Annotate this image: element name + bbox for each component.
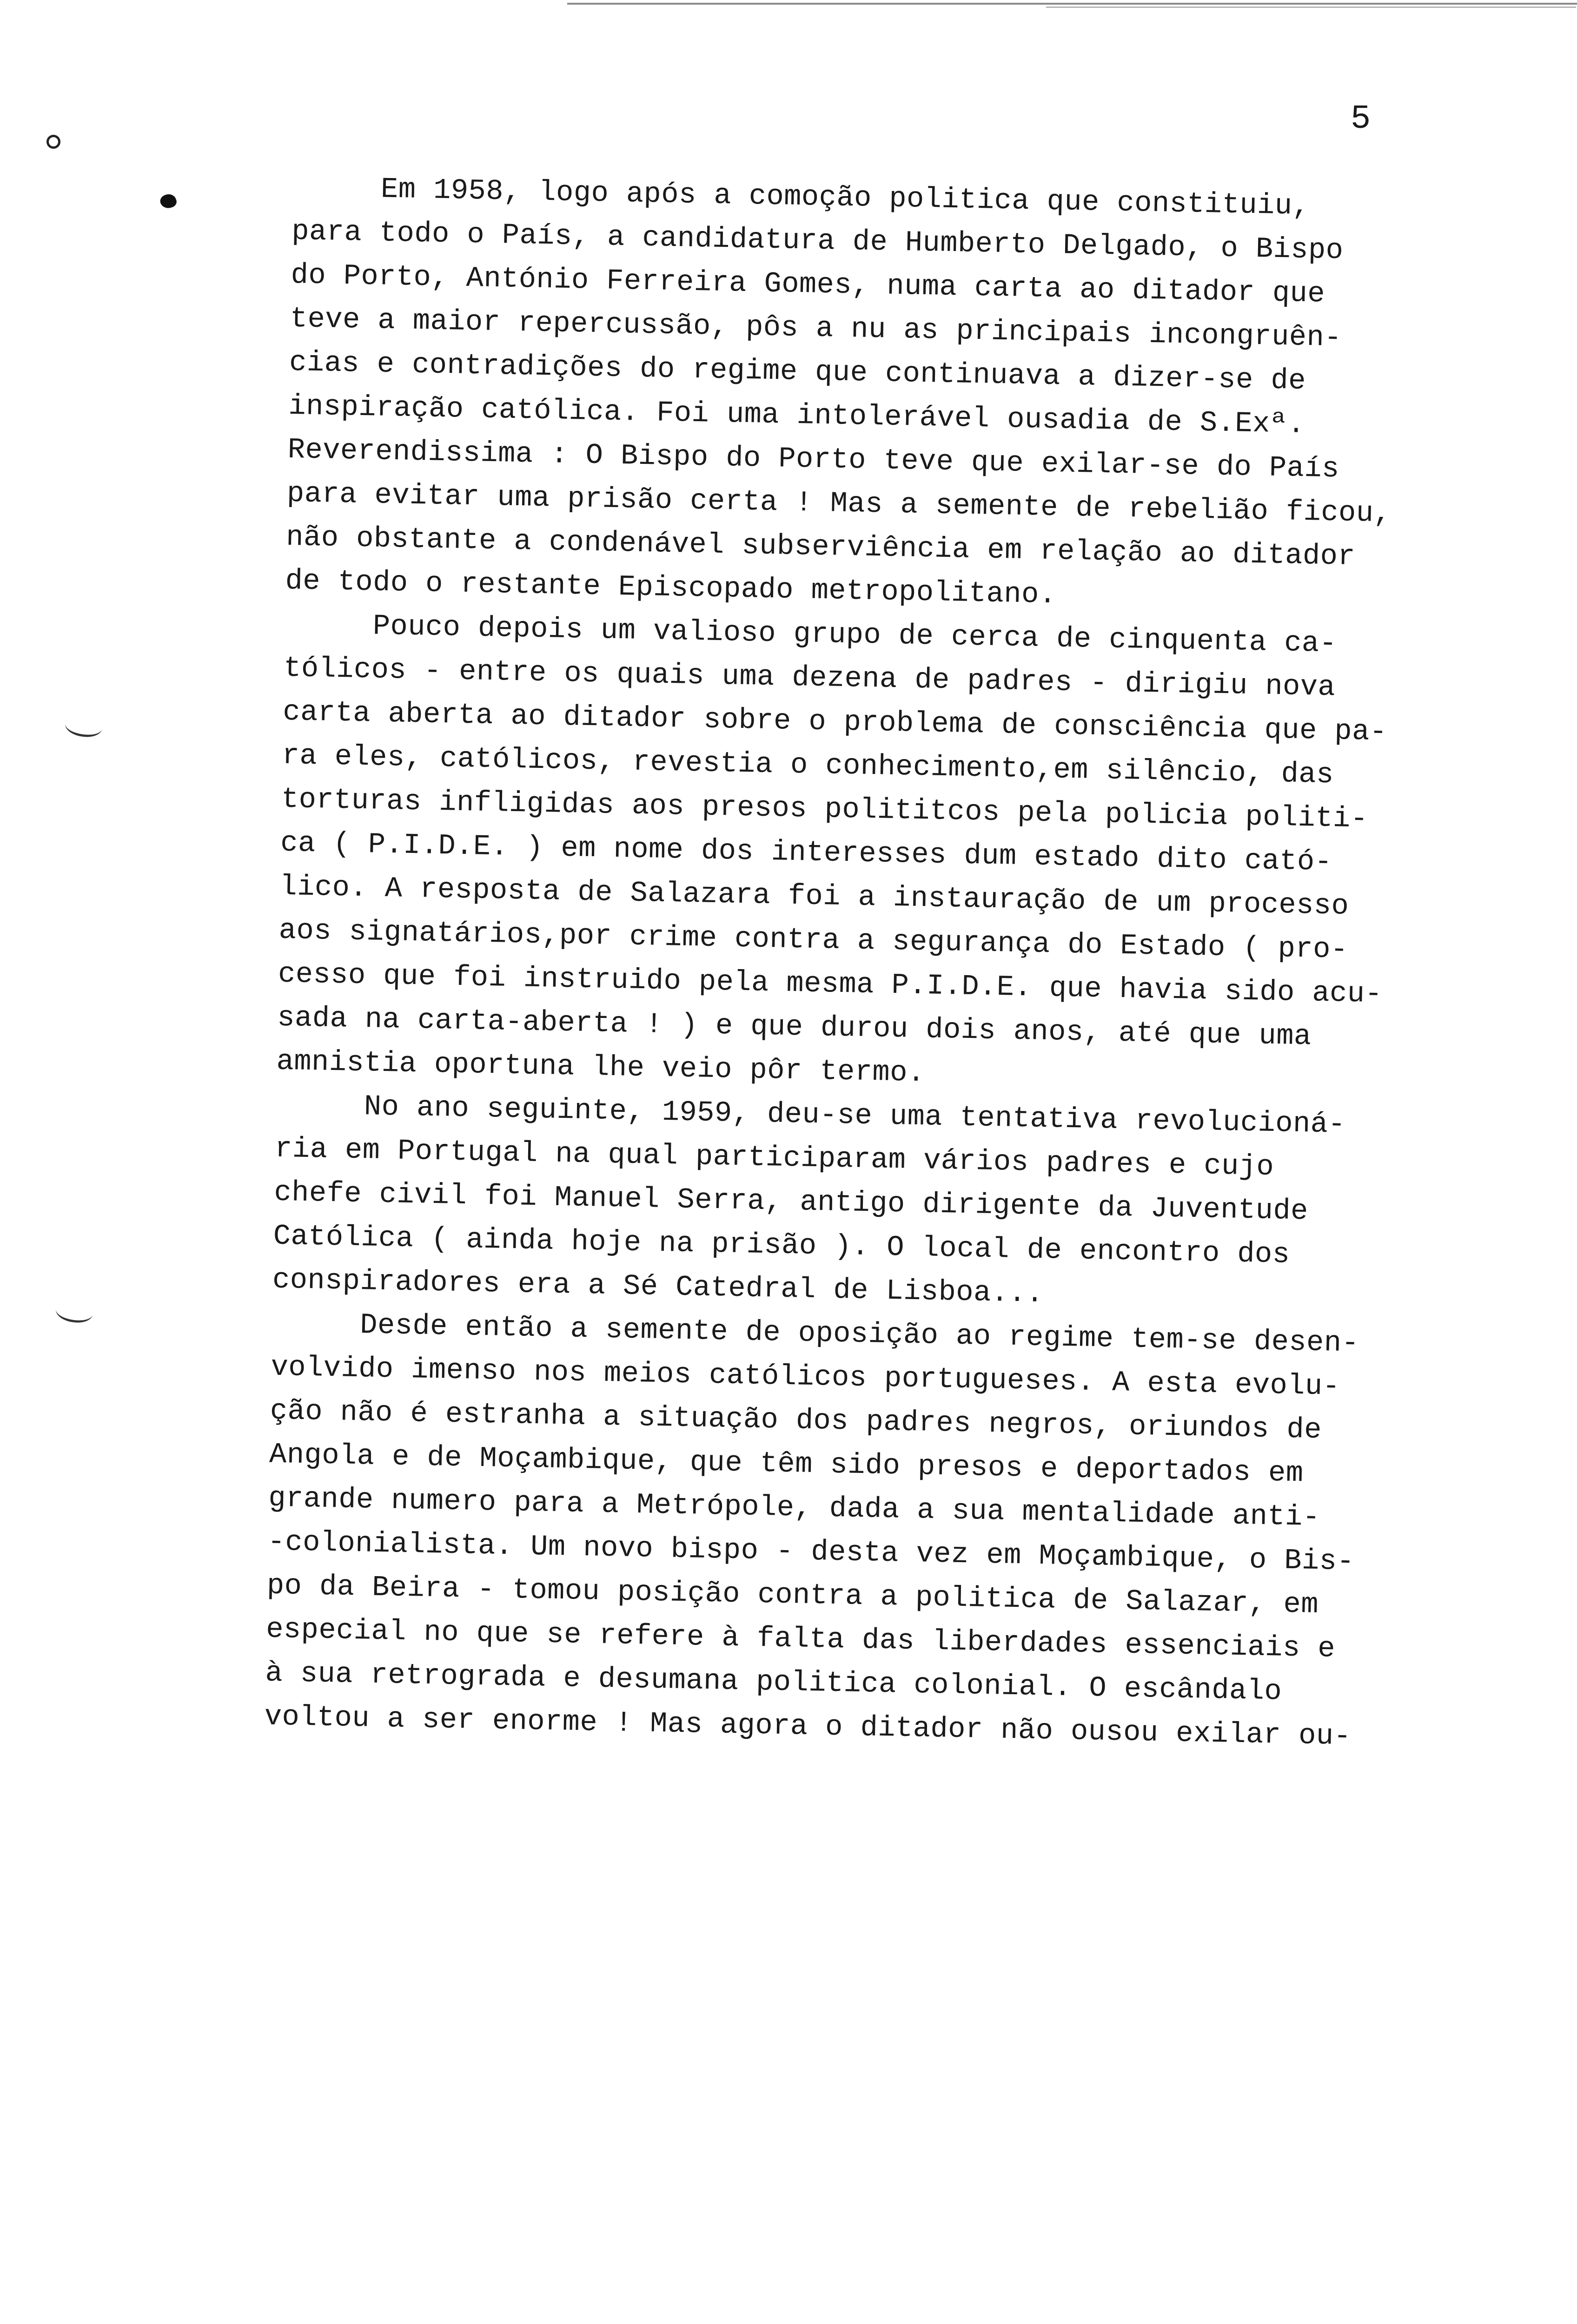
text-line: Em 1958, logo após a comoção politica que constituiu,	[380, 172, 1310, 223]
text-line: não obstante a condenável subserviência em relação ao ditador	[285, 520, 1356, 574]
text-line: para evitar uma prisão certa ! Mas a semente de rebelião ficou,	[286, 476, 1391, 530]
text-line: Angola e de Moçambique, que têm sido presos e deportados em	[269, 1438, 1304, 1490]
text-line: aos signatários,por crime contra a segurança do Estado ( pro-	[278, 913, 1349, 966]
text-line: Pouco depois um valioso grupo de cerca de cinquenta ca-	[372, 609, 1338, 660]
text-line: -colonialista. Um novo bispo - desta vez em Moçambique, o Bis-	[267, 1525, 1355, 1578]
margin-punch-mark	[64, 713, 103, 739]
text-line: ria em Portugal na qual participaram vários padres e cujo	[274, 1132, 1274, 1184]
text-line: sada na carta-aberta ! ) e que durou dois anos, até que uma	[277, 1001, 1312, 1053]
text-line: ra eles, católicos, revestia o conhecimento,em silêncio, das	[282, 739, 1334, 792]
margin-ink-blot	[159, 192, 178, 211]
top-edge-line-secondary	[1046, 7, 1576, 8]
typewritten-body	[213, 165, 1497, 1761]
text-line: ca ( P.I.D.E. ) em nome dos interesses dum estado dito cató-	[280, 826, 1332, 879]
text-line: Desde então a semente de oposição ao regime tem-se desen-	[359, 1308, 1359, 1360]
text-line: inspiração católica. Foi uma intolerável ousadia de S.Exª.	[288, 389, 1305, 441]
text-line: ção não é estranha a situação dos padres negros, oriundos de	[270, 1394, 1322, 1447]
text-line: lico. A resposta de Salazara foi a instauração de um processo	[279, 870, 1349, 923]
text-line: volvido imenso nos meios católicos portugueses. A esta evolu-	[270, 1350, 1340, 1403]
text-line: Católica ( ainda hoje na prisão ). O local de encontro dos	[273, 1219, 1291, 1271]
text-line: chefe civil foi Manuel Serra, antigo dirigente da Juventude	[273, 1175, 1309, 1228]
text-line: Reverendissima : O Bispo do Porto teve que exilar-se do País	[287, 433, 1340, 486]
text-line: torturas infligidas aos presos polititcos pela policia politi-	[281, 782, 1369, 836]
text-line: po da Beira - tomou posição contra a politica de Salazar, em	[266, 1569, 1319, 1621]
top-edge-line	[567, 3, 1577, 5]
text-line: grande numero para a Metrópole, dada a sua mentalidade anti-	[268, 1481, 1321, 1534]
margin-punch-mark	[54, 1299, 94, 1325]
text-line: No ano seguinte, 1959, deu-se uma tentativa revolucioná-	[364, 1090, 1346, 1141]
text-line: à sua retrograda e desumana politica colonial. O escândalo	[265, 1656, 1282, 1708]
page-number: 5	[1351, 100, 1371, 138]
text-line: voltou a ser enorme ! Mas agora o ditador não ousou exilar ou-	[264, 1700, 1352, 1753]
text-line: conspiradores era a Sé Catedral de Lisboa...	[272, 1263, 1044, 1311]
text-line: cias e contradições do regime que continuava a dizer-se de	[289, 345, 1306, 398]
text-line: amnistia oportuna lhe veio pôr termo.	[276, 1044, 926, 1090]
text-line: teve a maior repercussão, pôs a nu as principais incongruên-	[290, 302, 1342, 355]
text-line: de todo o restante Episcopado metropolitano.	[285, 564, 1057, 612]
text-line: especial no que se refere à falta das liberdades essenciais e	[265, 1612, 1336, 1665]
text-line: cesso que foi instruido pela mesma P.I.D.E. que havia sido acu-	[278, 957, 1383, 1011]
text-line: tólicos - entre os quais uma dezena de padres - dirigiu nova	[283, 651, 1336, 704]
margin-circle-mark	[46, 135, 60, 149]
text-line: carta aberta ao ditador sobre o problema de consciência que pa-	[282, 695, 1388, 749]
text-line: para todo o País, a candidatura de Humberto Delgado, o Bispo	[291, 214, 1344, 267]
text-line: do Porto, António Ferreira Gomes, numa carta ao ditador que	[291, 258, 1325, 310]
